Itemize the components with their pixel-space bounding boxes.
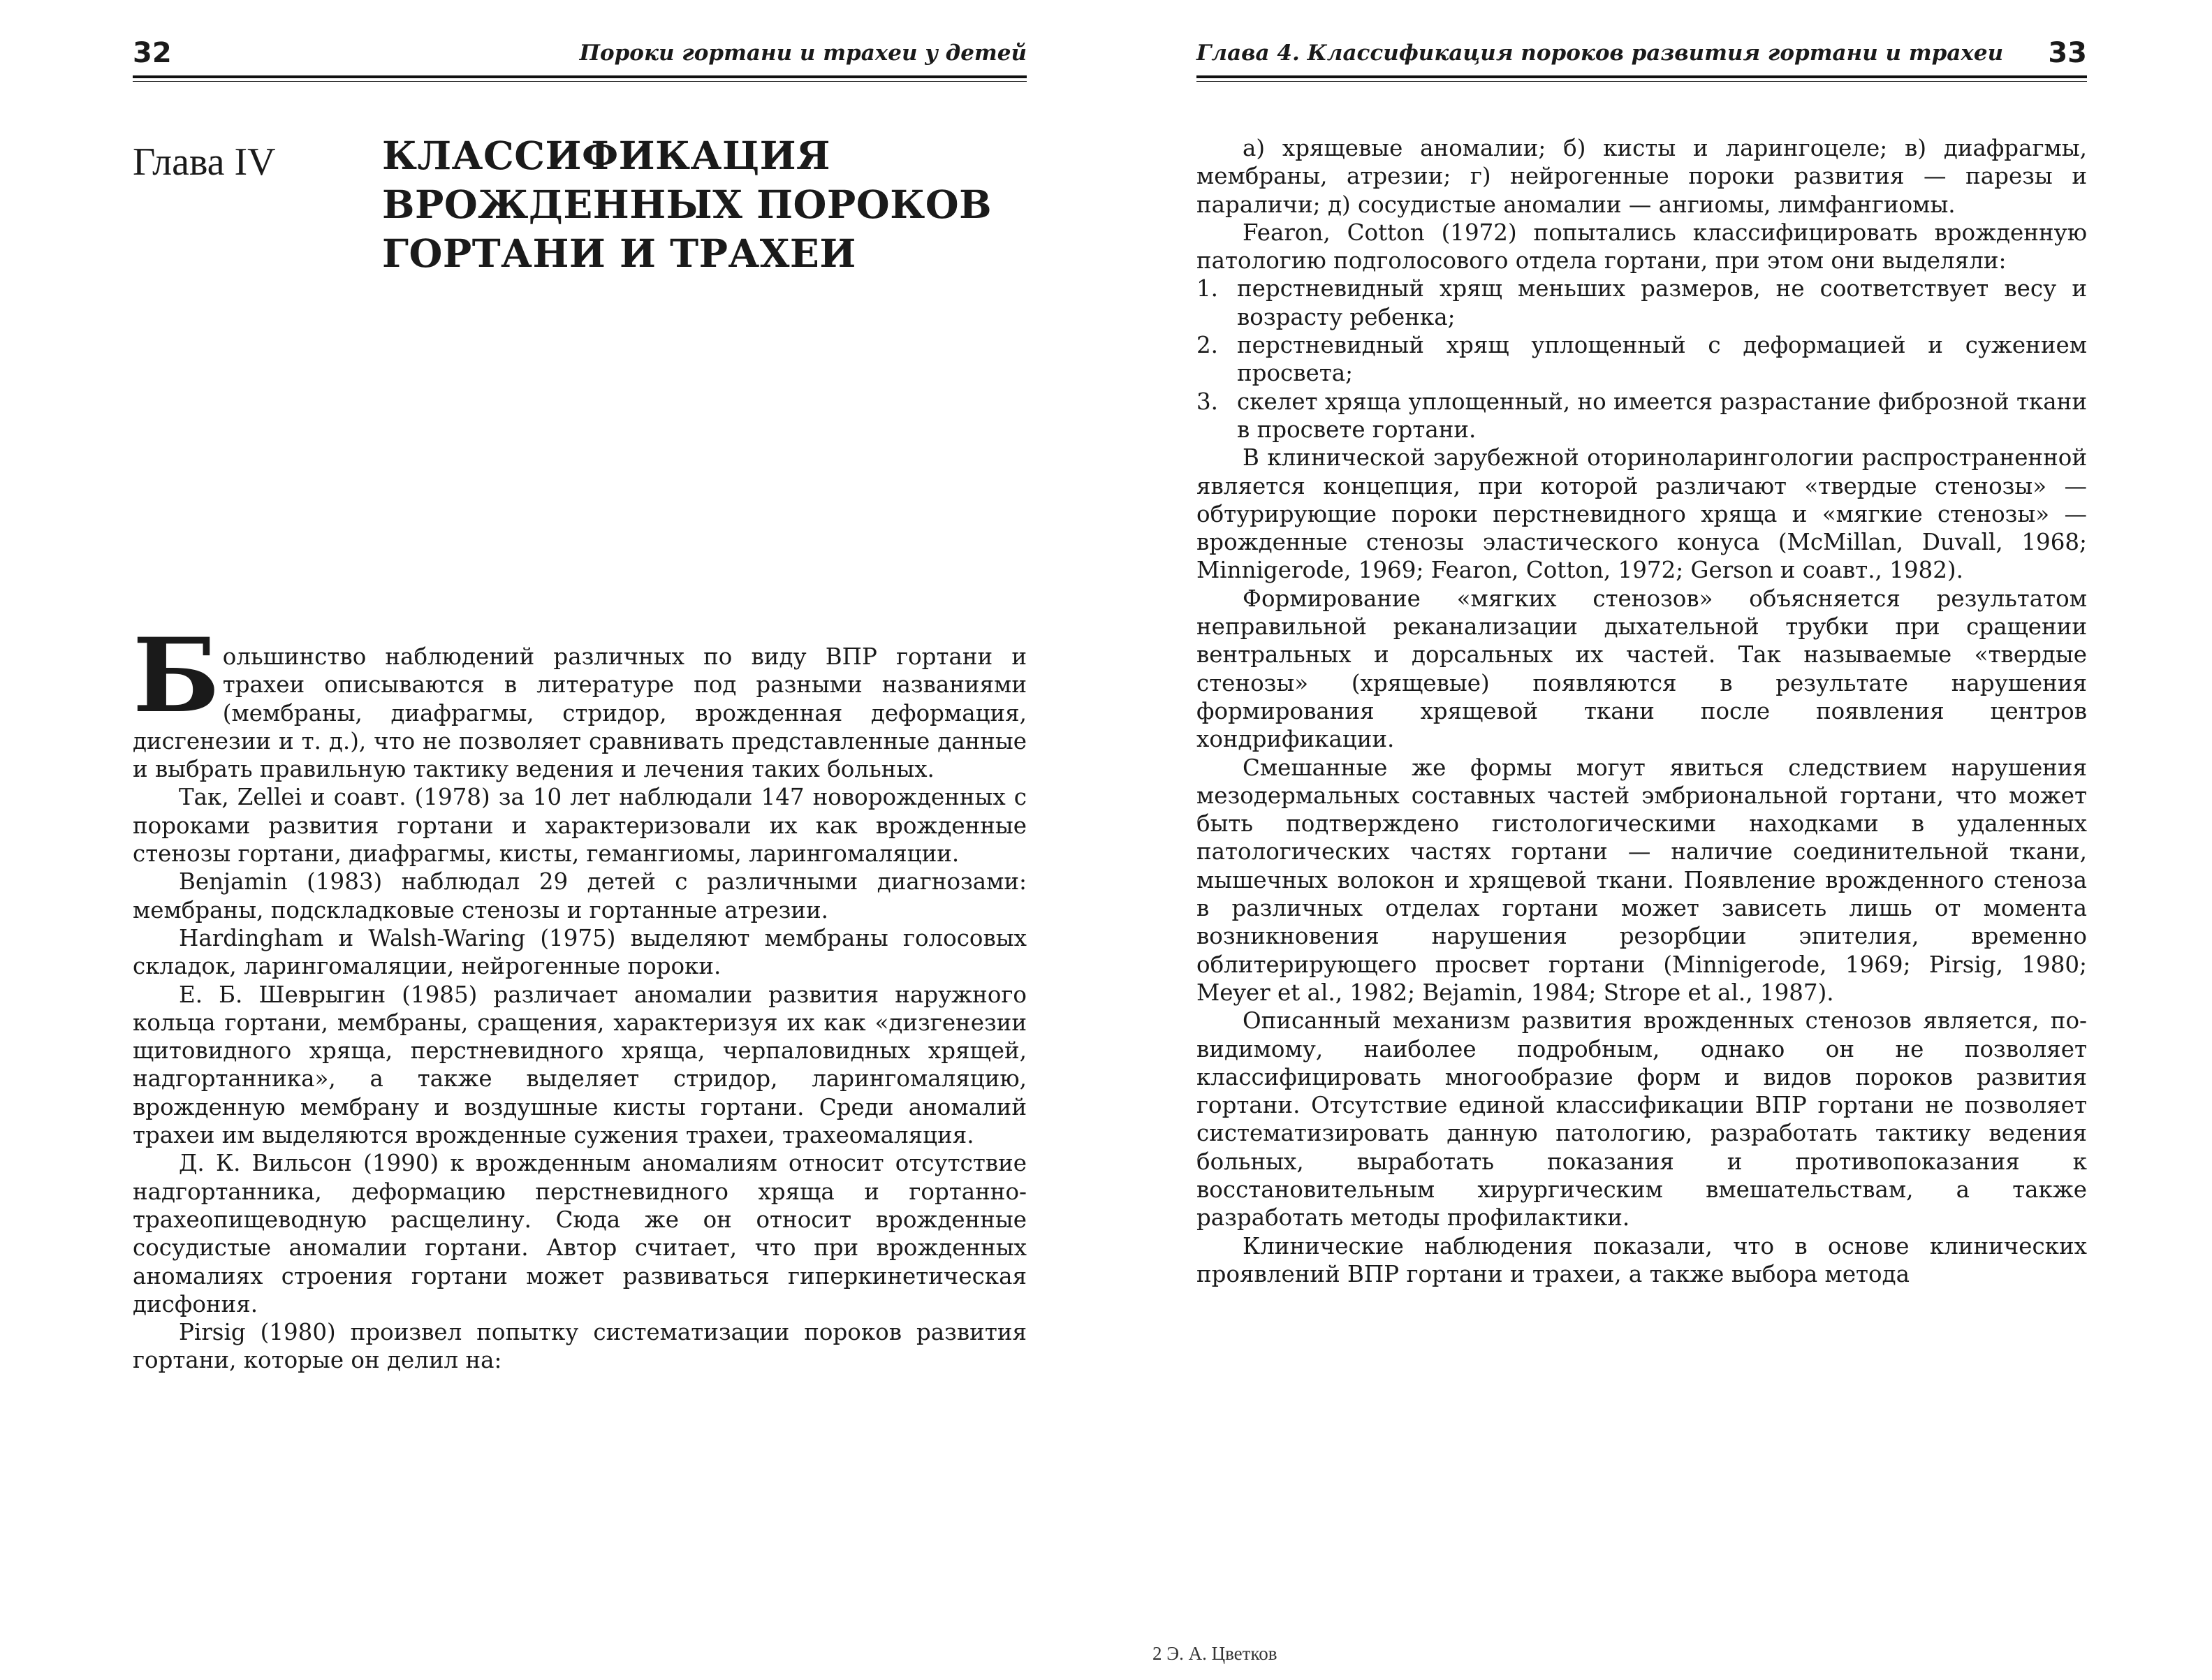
paragraph: Смешанные же формы могут явиться следствием нарушения мезодермальных составных частей эмбриональной гортани, что может быть подтверждено гистологическими находками в удаленных патологических частях гортани — наличие соединительной ткани, мышечных волокон и хрящевой ткани. Появление врожденного стеноза в различных отделах гортани может зависеть лишь от момента возникновения нарушения резорбции эпителия, временно облитерирующего просвет гортани (Minnigerode, 1969; Pirsig, 1980; Meyer et al., 1982; Bejamin, 1984; Strope et al., 1987). (1196, 754, 2087, 1006)
running-head-title-left: Пороки гортани и трахеи у детей (579, 41, 1027, 66)
paragraph: Так, Zellei и соавт. (1978) за 10 лет наблюдали 147 новорожденных с пороками развития гортани и характеризовали их как врожденные стенозы гортани, диафрагмы, кисты, гемангиомы, ларингомаляции. (133, 784, 1027, 868)
list-item-text: перстневидный хрящ уплощенный с деформацией и сужением просвета; (1237, 332, 2087, 387)
paragraph: Е. Б. Шеврыгин (1985) различает аномалии развития наружного кольца гортани, мембраны, сращения, характеризуя их как «дизгенезии щитовидного хряща, перстневидного хряща, черпаловидных хрящей, надгортанника», а также выделяет стридор, ларингомаляцию, врожденную мембрану и воздушные кисты гортани. Среди аномалий трахеи им выделяются врожденные сужения трахеи, трахеомаляция. (133, 981, 1027, 1149)
list-item-text: перстневидный хрящ меньших размеров, не соответствует весу и возрасту ребенка; (1237, 275, 2087, 330)
paragraph: Fearon, Cotton (1972) попытались классифицировать врожденную патологию подголосового отдела гортани, при этом они выделяли: (1196, 219, 2087, 275)
right-page (1106, 0, 2212, 1680)
paragraph: Клинические наблюдения показали, что в основе клинических проявлений ВПР гортани и трахеи, а также выбора метода (1196, 1232, 2087, 1287)
header-rule-left (133, 75, 1027, 82)
page-number-left: 32 (133, 37, 172, 69)
paragraph: В клинической зарубежной оториноларингологии распространенной является концепция, при которой различают «твердые стенозы» — обтурирующие пороки перстневидного хряща и «мягкие стенозы» — врожденные стенозы эластического конуса (McMillan, Duvall, 1968; Minnigerode, 1969; Fearon, Cotton, 1972; Gerson и соавт., 1982). (1196, 444, 2087, 584)
running-head-right (1196, 34, 2087, 73)
list-item (1196, 331, 2087, 388)
numbered-list (1196, 275, 2087, 444)
running-head-title-right: Глава 4. Классификация пороков развития гортани и трахеи (1196, 41, 2004, 66)
running-head-left (133, 34, 1027, 73)
paragraph: Формирование «мягких стенозов» объясняется результатом неправильной реканализации дыхательной трубки при сращении вентральных и дорсальных их частей. Так называемые «твердые стенозы» (хрящевые) появляются в результате нарушения формирования хрящевой ткани после появления центров хондрификации. (1196, 585, 2087, 753)
header-rule-right (1196, 75, 2087, 82)
signature-mark: 2 Э. А. Цветков (1152, 1643, 1277, 1664)
chapter-title: КЛАССИФИКАЦИЯ ВРОЖДЕННЫХ ПОРОКОВ ГОРТАНИ И ТРАХЕИ (382, 133, 993, 276)
paragraph-text: ольшинство наблюдений различных по виду ВПР гортани и трахеи описываются в литературе под разными названиями (мембраны, диафрагмы, стридор, врожденная деформация, дисгенезии и т. д.), что не позволяет сравнивать представленные данные и выбрать правильную тактику ведения и лечения таких больных. (133, 643, 1027, 783)
chapter-label: Глава IV (133, 140, 276, 184)
list-item-number: 2. (1196, 332, 1219, 359)
paragraph: Описанный механизм развития врожденных стенозов является, по-видимому, наиболее подробным, однако он не позволяет классифицировать многообразие форм и видов пороков развития гортани. Отсутствие единой классификации ВПР гортани не позволяет систематизировать данную патологию, разработать тактику ведения больных, выработать показания и противопоказания к восстановительным хирургическим вмешательствам, а также разработать методы профилактики. (1196, 1007, 2087, 1232)
paragraph: а) хрящевые аномалии; б) кисты и ларингоцеле; в) диафрагмы, мембраны, атрезии; г) нейрогенные пороки развития — парезы и параличи; д) сосудистые аномалии — ангиомы, лимфангиомы. (1196, 135, 2087, 218)
left-body-text (133, 615, 1027, 1375)
paragraph (133, 615, 1027, 783)
list-item-number: 1. (1196, 275, 1219, 302)
paragraph: Benjamin (1983) наблюдал 29 детей с различными диагнозами: мембраны, подскладковые стенозы и гортанные атрезии. (133, 868, 1027, 923)
paragraph: Pirsig (1980) произвел попытку систематизации пороков развития гортани, которые он делил на: (133, 1319, 1027, 1374)
right-body-text (1196, 134, 2087, 1288)
drop-cap: Б (133, 616, 220, 736)
paragraph: Hardingham и Walsh-Waring (1975) выделяют мембраны голосовых складок, ларингомаляции, нейрогенные пороки. (133, 924, 1027, 980)
list-item (1196, 275, 2087, 331)
list-item (1196, 388, 2087, 444)
paragraph: Д. К. Вильсон (1990) к врожденным аномалиям относит отсутствие надгортанника, деформацию перстневидного хряща и гортанно-трахеопищеводную расщелину. Сюда же он относит врожденные сосудистые аномалии гортани. Автор считает, что при врожденных аномалиях строения гортани может развиваться гиперкинетическая дисфония. (133, 1150, 1027, 1317)
list-item-text: скелет хряща уплощенный, но имеется разрастание фиброзной ткани в просвете гортани. (1237, 388, 2087, 443)
list-item-number: 3. (1196, 388, 1219, 415)
page-number-right: 33 (2048, 37, 2087, 69)
